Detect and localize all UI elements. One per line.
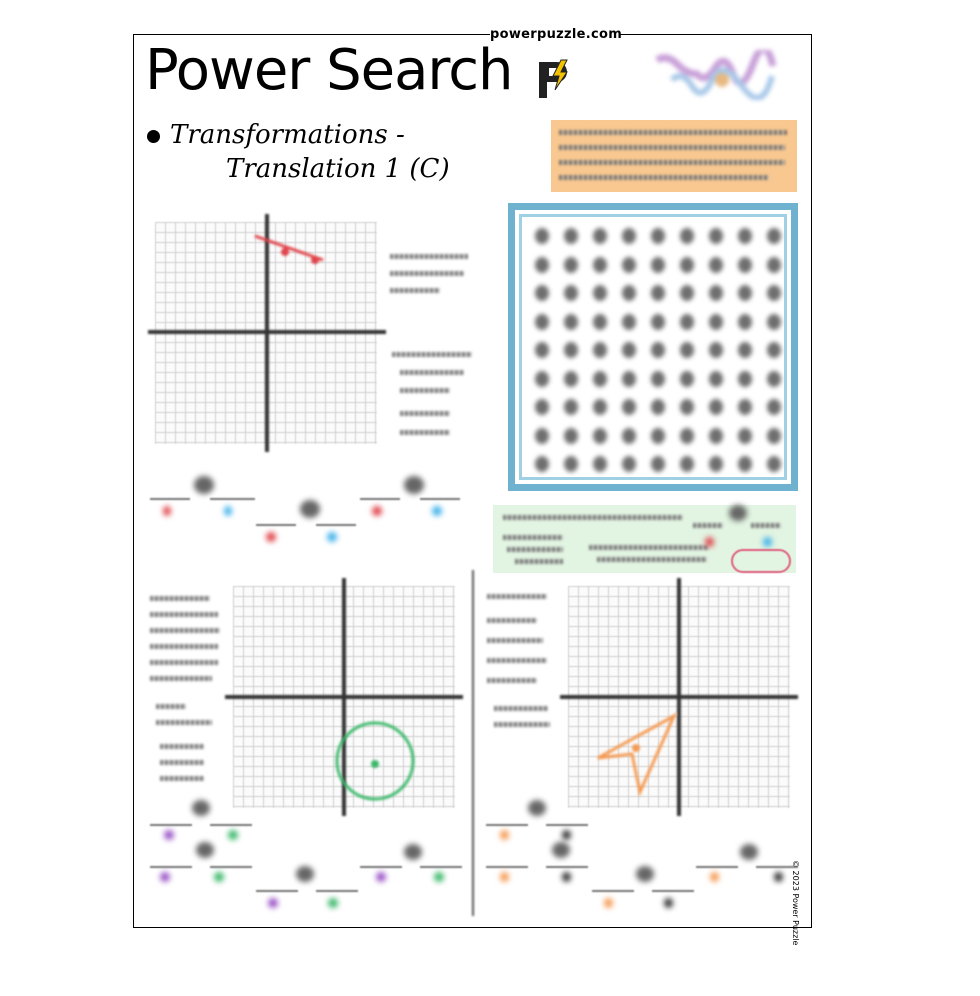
word-search-cell [767, 285, 781, 301]
word-search-cell [564, 314, 578, 330]
word-search-cell [738, 371, 752, 387]
graph-1-x-axis [148, 330, 386, 334]
word-search-cell [593, 428, 607, 444]
word-search-cell [767, 399, 781, 415]
word-search-cell [622, 285, 636, 301]
word-search-cell [593, 228, 607, 244]
vertical-divider [472, 570, 474, 916]
word-search-cell [535, 285, 549, 301]
word-search-cell [680, 456, 694, 472]
subtitle-text-1: Transformations - [170, 120, 405, 150]
word-search-cell [651, 228, 665, 244]
word-search-cell [535, 342, 549, 358]
word-search-cell [651, 257, 665, 273]
word-search-cell [738, 228, 752, 244]
word-search-cell [593, 342, 607, 358]
graph-1-shape [245, 230, 335, 270]
word-search-cell [709, 342, 723, 358]
graph-3-x-axis [560, 695, 798, 699]
word-search-cell [651, 371, 665, 387]
word-search-cell [709, 456, 723, 472]
word-search-cell [535, 228, 549, 244]
word-search-cell [535, 257, 549, 273]
word-search-cell [738, 456, 752, 472]
word-search-grid [508, 203, 798, 491]
word-search-cell [651, 456, 665, 472]
word-search-cell [709, 371, 723, 387]
word-search-cell [738, 285, 752, 301]
word-search-cell [767, 456, 781, 472]
word-search-cell [680, 228, 694, 244]
word-search-cell [709, 285, 723, 301]
word-search-cell [767, 257, 781, 273]
copyright-text: © 2023 Power Puzzle [791, 860, 800, 946]
word-search-cell [738, 428, 752, 444]
word-search-cell [593, 456, 607, 472]
word-search-cell [680, 314, 694, 330]
word-search-cell [651, 399, 665, 415]
word-search-cell [564, 228, 578, 244]
word-search-cell [738, 314, 752, 330]
word-search-cell [709, 228, 723, 244]
word-search-cell [738, 342, 752, 358]
word-search-cell [709, 399, 723, 415]
word-search-cell [738, 399, 752, 415]
word-search-cell [622, 399, 636, 415]
word-search-cell [767, 428, 781, 444]
word-search-cell [593, 371, 607, 387]
word-search-cell [535, 456, 549, 472]
word-search-cell [622, 257, 636, 273]
graph-2-circle [330, 716, 420, 806]
word-search-cell [535, 314, 549, 330]
bullet-icon [147, 130, 160, 143]
word-search-cell [651, 314, 665, 330]
word-search-cell [680, 257, 694, 273]
word-search-cell [767, 342, 781, 358]
word-search-cell [767, 371, 781, 387]
graph-3-shape [592, 708, 682, 798]
powerpuzzle-logo-icon [535, 58, 575, 102]
page-title: Power Search [145, 38, 513, 103]
word-search-cell [593, 285, 607, 301]
word-search-cell [593, 314, 607, 330]
word-search-cell [564, 285, 578, 301]
word-search-cell [767, 228, 781, 244]
subtitle-line-1 [147, 120, 405, 150]
word-search-cell [767, 314, 781, 330]
word-search-cell [622, 456, 636, 472]
word-search-cell [651, 342, 665, 358]
decorative-squiggle-icon [652, 50, 782, 100]
word-search-cell [622, 314, 636, 330]
word-search-cell [622, 228, 636, 244]
word-search-cell [564, 399, 578, 415]
word-search-cell [593, 399, 607, 415]
site-url: powerpuzzle.com [490, 27, 623, 42]
word-search-cell [622, 371, 636, 387]
word-search-cell [680, 342, 694, 358]
word-search-cell [680, 371, 694, 387]
word-search-cell [709, 428, 723, 444]
word-search-cell [564, 371, 578, 387]
word-search-cell [651, 285, 665, 301]
word-search-cell [535, 371, 549, 387]
word-search-cell [651, 428, 665, 444]
word-search-cell [738, 257, 752, 273]
word-search-cell [680, 428, 694, 444]
subtitle-line-2: Translation 1 (C) [226, 154, 450, 184]
word-search-cell [680, 399, 694, 415]
word-search-cell [622, 428, 636, 444]
graph-2-x-axis [225, 695, 463, 699]
instructions-box [551, 120, 797, 192]
word-search-cell [593, 257, 607, 273]
word-search-cell [564, 428, 578, 444]
answer-example-box [493, 505, 796, 573]
word-search-cell [564, 342, 578, 358]
word-search-cell [680, 285, 694, 301]
word-search-cell [709, 257, 723, 273]
word-search-cell [622, 342, 636, 358]
word-search-cell [564, 257, 578, 273]
word-search-cell [564, 456, 578, 472]
word-search-cell [709, 314, 723, 330]
word-search-cell [535, 399, 549, 415]
word-search-cell [535, 428, 549, 444]
